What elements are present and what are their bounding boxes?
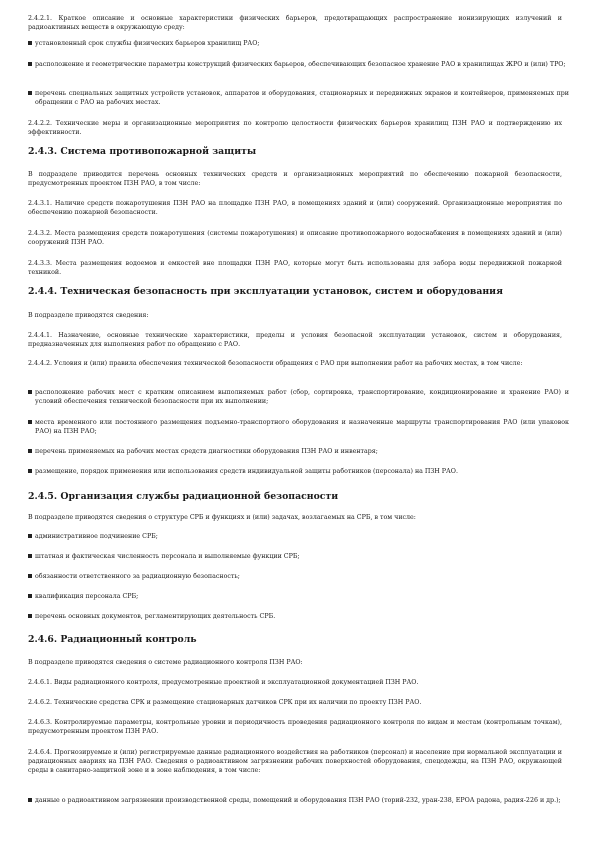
paragraph: 2.4.4.2. Условия и (или) правила обеспечения технической безопасности обращения с РАО при выполнении работ на рабочих местах, в том числе: — [28, 360, 523, 367]
bullet-item: перечень применяемых на рабочих местах средств диагностики оборудования ПЗН РАО и инвентаря; — [28, 447, 569, 456]
square-bullet-icon — [28, 41, 32, 45]
square-bullet-icon — [28, 614, 32, 618]
paragraph: 2.4.4.1. Назначение, основные технические характеристики, пределы и условия безопасной эксплуатации установок, систем и оборудования, предназначенных для выполнения работ по обращению с РАО. — [28, 332, 562, 349]
section-heading: 2.4.4. Техническая безопасность при эксплуатации установок, систем и оборудования — [28, 286, 503, 297]
bullet-item: административное подчинение СРБ; — [28, 532, 569, 541]
bullet-item: штатная и фактическая численность персонала и выполняемые функции СРБ; — [28, 552, 569, 561]
bullet-item: перечень специальных защитных устройств установок, аппаратов и оборудования, стационарных и передвижных экранов и контейнеров, применяемых при обращении с РАО на рабочих местах. — [28, 89, 569, 107]
square-bullet-icon — [28, 62, 32, 66]
section-heading: 2.4.5. Организация службы радиационной безопасности — [28, 491, 339, 502]
paragraph: 2.4.3.1. Наличие средств пожаротушения ПЗН РАО на площадке ПЗН РАО, в помещениях зданий и (или) сооружений. Организационные мероприятия по обеспечению пожарной безопасности. — [28, 200, 562, 217]
paragraph: 2.4.6.3. Контролируемые параметры, контрольные уровни и периодичность проведения радиационного контроля по видам и местам (контрольным точкам), предусмотренным проектом ПЗН РАО. — [28, 719, 562, 736]
square-bullet-icon — [28, 390, 32, 394]
bullet-item: размещение, порядок применения или использования средств индивидуальной защиты работников (персонала) на ПЗН РАО. — [28, 467, 569, 476]
square-bullet-icon — [28, 554, 32, 558]
section-heading: 2.4.6. Радиационный контроль — [28, 634, 197, 645]
paragraph: 2.4.3.2. Места размещения средств пожаротушения (системы пожаротушения) и описание противопожарного водоснабжения в помещениях зданий и (или) сооружений ПЗН РАО. — [28, 230, 562, 247]
paragraph: 2.4.6.4. Прогнозируемые и (или) регистрируемые данные радиационного воздействия на работников (персонал) и население при нормальной эксплуатации и радиационных авариях на ПЗН РАО. Сведения о радиоактивном загрязнении рабочих поверхностей оборудования, спецодежды, на ПЗН РАО, окружающей среды в санитарно-защитной зоне и в зоне наблюдения, в том числе: — [28, 749, 562, 775]
paragraph: В подразделе приводятся сведения о структуре СРБ и функциях и (или) задачах, возлагаемых на СРБ, в том числе: — [28, 514, 416, 521]
paragraph: 2.4.2.2. Технические меры и организационные мероприятия по контролю целостности физических барьеров хранилищ ПЗН РАО и подтверждению их эффективности. — [28, 120, 562, 137]
bullet-item: места временного или постоянного размещения подъемно-транспортного оборудования и назначенные маршруты транспортирования РАО (или упаковок РАО) на ПЗН РАО; — [28, 418, 569, 436]
square-bullet-icon — [28, 420, 32, 424]
section-heading: 2.4.3. Система противопожарной защиты — [28, 146, 257, 157]
square-bullet-icon — [28, 469, 32, 473]
square-bullet-icon — [28, 594, 32, 598]
paragraph: В подразделе приводятся сведения: — [28, 312, 149, 319]
square-bullet-icon — [28, 449, 32, 453]
paragraph: В подразделе приводится перечень основных технических средств и организационных мероприятий по обеспечению пожарной безопасности, предусмотренных проектом ПЗН РАО, в том числе: — [28, 171, 562, 188]
bullet-item: установленный срок службы физических барьеров хранилищ РАО; — [28, 39, 569, 48]
bullet-item: расположение рабочих мест с кратким описанием выполняемых работ (сбор, сортировка, транспортирование, кондиционирование и хранение РАО) и условий обеспечения технической безопасности при их выполнении; — [28, 388, 569, 406]
bullet-item: перечень основных документов, регламентирующих деятельность СРБ. — [28, 612, 569, 621]
bullet-item: данные о радиоактивном загрязнении производственной среды, помещений и оборудования ПЗН РАО (торий-232, уран-238, ЕРОА радона, радия-226 и др.); — [28, 796, 569, 805]
paragraph: 2.4.3.3. Места размещения водоемов и емкостей вне площадки ПЗН РАО, которые могут быть использованы для забора воды передвижной пожарной техникой. — [28, 260, 562, 277]
paragraph: В подразделе приводятся сведения о системе радиационного контроля ПЗН РАО: — [28, 659, 303, 666]
paragraph: 2.4.6.2. Технические средства СРК и размещение стационарных датчиков СРК при их наличии по проекту ПЗН РАО. — [28, 699, 422, 706]
square-bullet-icon — [28, 798, 32, 802]
bullet-item: расположение и геометрические параметры конструкций физических барьеров, обеспечивающих безопасное хранение РАО в хранилищах ЖРО и (или) ТРО; — [28, 60, 569, 69]
square-bullet-icon — [28, 534, 32, 538]
square-bullet-icon — [28, 574, 32, 578]
bullet-item: квалификация персонала СРБ; — [28, 592, 569, 601]
paragraph: 2.4.6.1. Виды радиационного контроля, предусмотренные проектной и эксплуатационной документацией ПЗН РАО. — [28, 679, 419, 686]
paragraph: 2.4.2.1. Краткое описание и основные характеристики физических барьеров, предотвращающих распространение ионизирующих излучений и радиоактивных веществ в окружающую среду: — [28, 15, 562, 32]
square-bullet-icon — [28, 91, 32, 95]
bullet-item: обязанности ответственного за радиационную безопасность; — [28, 572, 569, 581]
